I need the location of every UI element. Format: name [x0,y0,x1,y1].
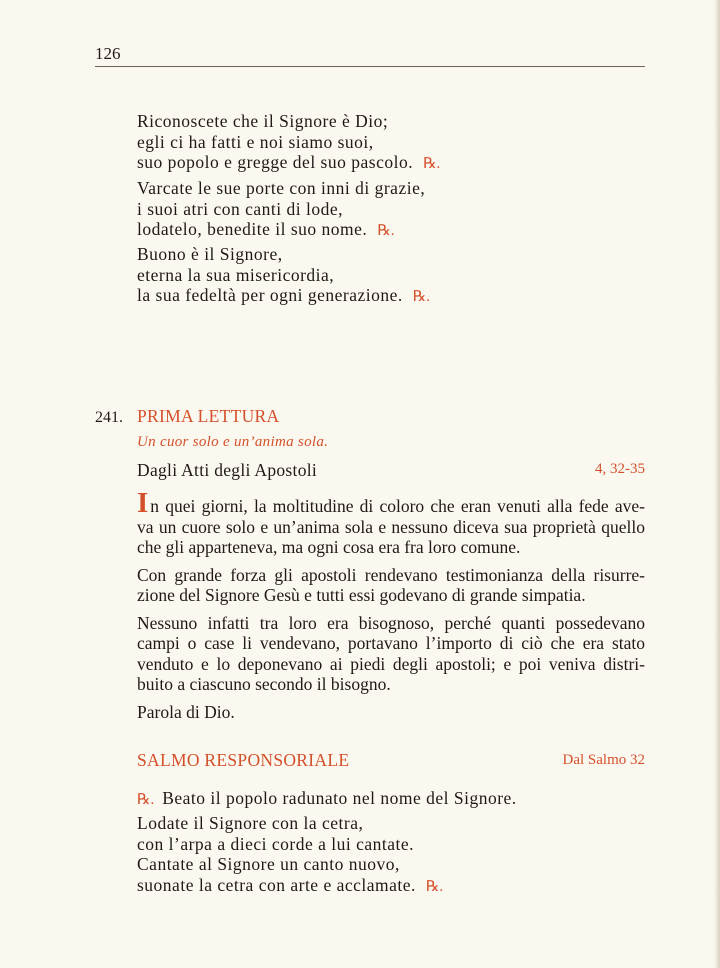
psalm-reference: Dal Salmo 32 [562,752,645,768]
stanza-line: la sua fedeltà per ogni generazione. ℞. [137,285,430,305]
response-text: Beato il popolo radunato nel nome del Signore. [162,788,517,808]
stanza-1 [137,111,440,175]
text-line: campi o case li vendevano, portavano l’importo di ciò che era stato [137,633,645,653]
paragraph [137,613,645,695]
text-line: zione del Signore Gesù e tutti essi godevano di grande simpatia. [137,585,586,605]
stanza-line: con l’arpa a dieci corde a lui cantate. [137,833,414,854]
stanza-line: suonate la cetra con arte e acclamate. ℞. [137,874,444,895]
stanza-line: Cantate al Signore un canto nuovo, [137,854,400,874]
text-line: Parola di Dio. [137,701,235,722]
drop-cap: I [137,487,149,519]
paragraph [137,565,645,606]
text-line: venduto e lo deponevano ai piedi degli apostoli; e poi veniva distri- [137,653,645,674]
text-line: buito a ciascuno secondo il bisogno. [137,674,391,694]
text-line: In quei giorni, la moltitudine di coloro che eran venuti alla fede ave- [137,487,645,519]
stanza-line: lodatelo, benedite il suo nome. ℞. [137,219,395,239]
stanza-line: Lodate il Signore con la cetra, [137,813,364,833]
page-edge [714,0,720,968]
psalm-response [137,788,517,811]
response-symbol: ℞. [377,223,395,239]
text-line: Nessuno infatti tra loro era bisognoso, perché quanti possedevano [137,612,645,633]
text-line: Con grande forza gli apostoli rendevano testimonianza della risurre- [137,564,645,585]
reading-body [137,487,645,729]
response-symbol: ℞. [423,156,441,172]
text-line: va un cuore solo e un’anima sola e nessuno diceva sua proprietà quello [137,516,645,537]
reading-number: 241. [95,409,123,426]
reading-title: PRIMA LETTURA [137,406,280,426]
stanza-3 [137,244,430,308]
stanza-line: Riconoscete che il Signore è Dio; [137,111,389,131]
stanza-line: suo popolo e gregge del suo pascolo. ℞. [137,152,441,172]
stanza-line: Buono è il Signore, [137,244,283,264]
stanza-2 [137,178,425,242]
stanza-line: egli ci ha fatti e noi siamo suoi, [137,131,374,152]
response-symbol: ℞. [412,289,430,305]
header-rule [95,66,645,67]
text-line: che gli apparteneva, ma ogni cosa era fra loro comune. [137,537,521,557]
response-symbol: ℞. [425,878,444,895]
paragraph [137,487,645,558]
page-number: 126 [95,44,121,63]
stanza-line: i suoi atri con canti di lode, [137,198,343,219]
paragraph [137,702,645,723]
reading-subtitle: Un cuor solo e un’anima sola. [137,434,329,450]
reading-source: Dagli Atti degli Apostoli [137,460,318,480]
response-symbol: ℞. [137,792,155,808]
reading-reference: 4, 32-35 [595,461,645,477]
stanza-line: Varcate le sue porte con inni di grazie, [137,178,426,198]
psalm-stanza [137,813,443,897]
stanza-line: eterna la sua misericordia, [137,264,335,285]
psalm-title: SALMO RESPONSORIALE [137,750,350,770]
